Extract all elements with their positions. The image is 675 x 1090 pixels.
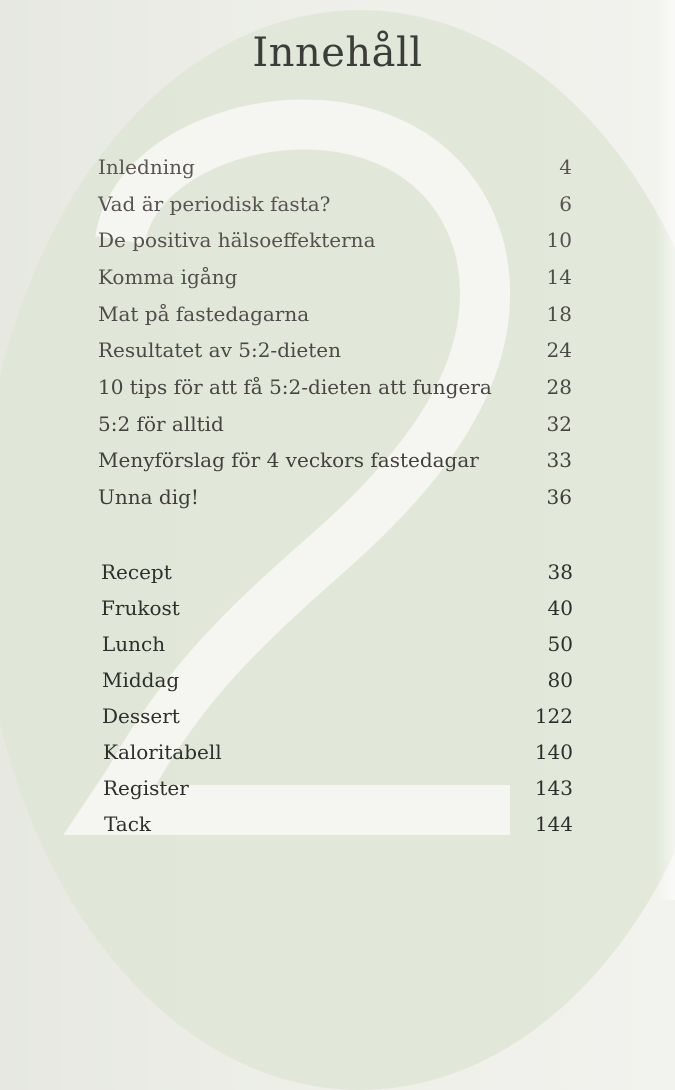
toc-entry-title: Inledning <box>98 155 195 179</box>
toc-entry-page: 143 <box>534 776 573 800</box>
toc-entry-page: 6 <box>559 192 572 216</box>
page-title: Innehåll <box>252 30 423 76</box>
toc-entry-page: 18 <box>546 302 572 326</box>
toc-entry <box>98 375 572 405</box>
toc-entry-page: 33 <box>546 448 572 472</box>
toc-entry-page: 50 <box>547 632 573 656</box>
toc-entry <box>102 668 573 698</box>
toc-entry-title: Vad är periodisk fasta? <box>98 192 331 216</box>
toc-entry-title: 5:2 för alltid <box>98 412 224 436</box>
toc-entry-page: 122 <box>534 704 573 728</box>
toc-entry <box>98 412 572 442</box>
toc-entry-page: 140 <box>534 740 573 764</box>
toc-entry-page: 38 <box>547 560 573 584</box>
toc-entry-title: De positiva hälsoeffekterna <box>98 228 376 252</box>
toc-entry-title: Resultatet av 5:2-dieten <box>98 338 341 362</box>
toc-entry <box>98 192 572 222</box>
toc-entry <box>98 155 572 185</box>
toc-entry <box>103 776 573 806</box>
toc-entry <box>98 265 572 295</box>
toc-entry <box>98 302 572 332</box>
toc-entry-title: Menyförslag för 4 veckors fastedagar <box>98 448 479 472</box>
toc-entry-title: Middag <box>102 668 180 692</box>
toc-entry-page: 10 <box>546 228 572 252</box>
toc-entry <box>102 704 573 734</box>
toc-entry-title: Recept <box>101 560 172 584</box>
toc-entry <box>101 596 573 626</box>
toc-entry <box>102 632 573 662</box>
toc-entry-title: Register <box>103 776 189 800</box>
toc-entry <box>98 485 572 515</box>
toc-entry-title: Komma igång <box>98 265 238 289</box>
toc-entry <box>98 448 572 478</box>
toc-entry-page: 40 <box>547 596 573 620</box>
toc-entry-page: 24 <box>546 338 572 362</box>
toc-entry <box>101 560 573 590</box>
toc-entry <box>98 338 572 368</box>
toc-entry-page: 36 <box>546 485 572 509</box>
toc-entry-title: Unna dig! <box>98 485 199 509</box>
toc-entry-title: Lunch <box>102 632 166 656</box>
toc-entry-page: 80 <box>547 668 573 692</box>
toc-entry <box>98 228 572 258</box>
toc-entry-title: Tack <box>104 812 152 836</box>
toc-entry-title: Kaloritabell <box>103 740 222 764</box>
toc-entry-title: Mat på fastedagarna <box>98 302 310 326</box>
toc-entry <box>103 740 573 770</box>
toc-entry-page: 4 <box>559 155 572 179</box>
toc-entry-page: 32 <box>546 412 572 436</box>
toc-entry-page: 28 <box>546 375 572 399</box>
toc-entry-page: 144 <box>534 812 573 836</box>
toc-entry-title: Dessert <box>102 704 180 728</box>
toc-entry <box>104 812 573 842</box>
toc-entry-page: 14 <box>546 265 572 289</box>
toc-entry-title: Frukost <box>101 596 180 620</box>
toc-entry-title: 10 tips för att få 5:2-dieten att fungera <box>98 375 492 399</box>
